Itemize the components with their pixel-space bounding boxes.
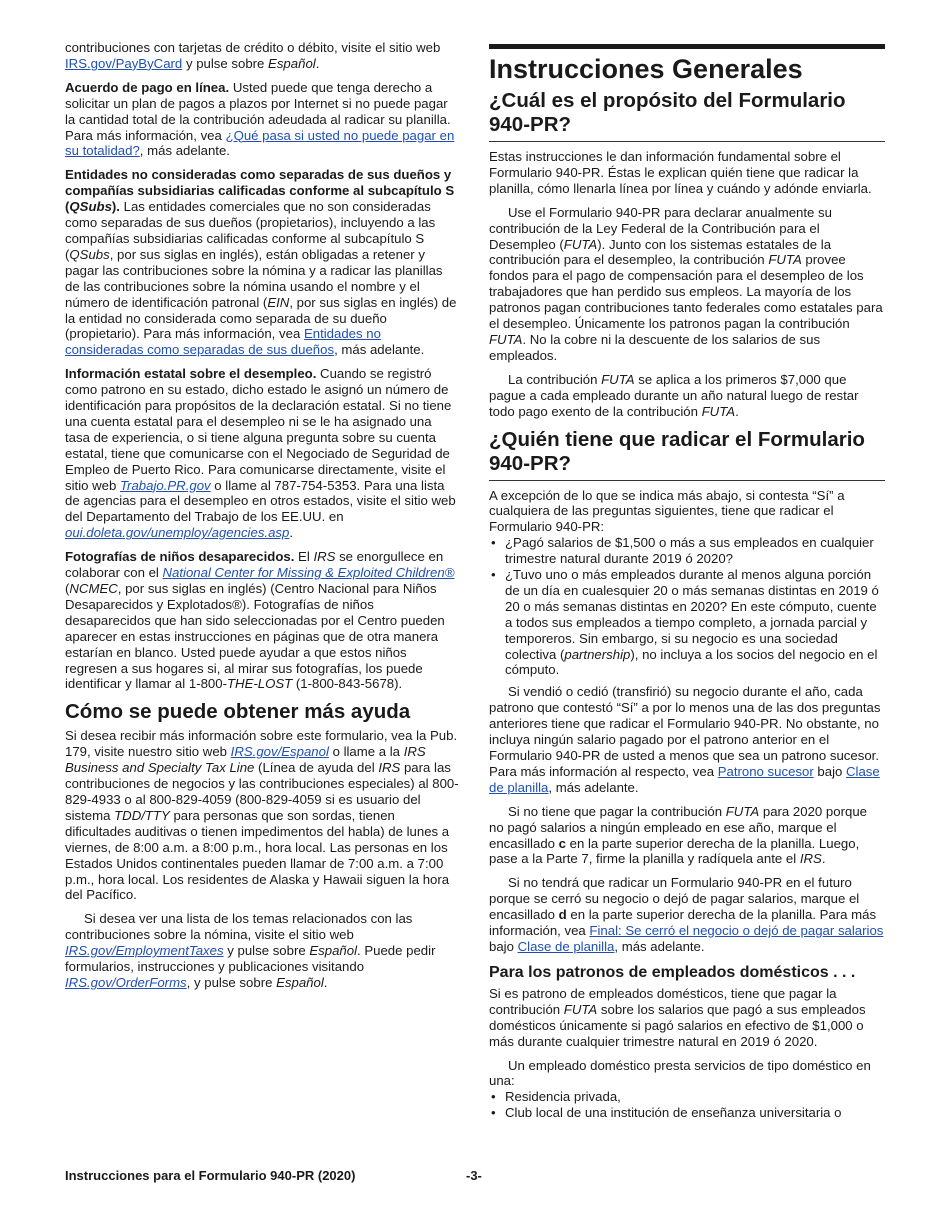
bullet-list-preguntas bbox=[489, 535, 885, 678]
paragraph-temas-nomina: Si desea ver una lista de los temas relacionados con las contribuciones sobre la nómina, visite el sitio web IRS.gov/EmploymentTaxes y pulse sobre Español. Puede pedir formularios, instrucciones y publicaciones visitando IRS.gov/OrderForms, y pulse sobre Español. bbox=[65, 911, 436, 990]
paragraph-mas-ayuda: Si desea recibir más información sobre este formulario, vea la Pub. 179, visite nuestro sitio web IRS.gov/Espanol o llame a la IRS Business and Specialty Tax Line (Línea de ayuda del IRS para las contribuciones de negocios y las contribuciones especiales) al 800-829-4933 o al 800-829-4059 (800-829-4059 si es usuario del sistema TDD/TTY para personas que son sordas, tienen dificultades auditivas o tienen impedimentos del habla) de lunes a viernes, de 8:00 a.m. a 8:00 p.m., hora local. Las personas en los Estados Unidos continentales pueden llamar de 7:00 a.m. a 7:00 p.m., hora local. Los residentes de Alaska y Hawaii siguen la hora del Pacífico. bbox=[65, 728, 459, 903]
paragraph-futa: Use el Formulario 940-PR para declarar anualmente su contribución de la Ley Federal de la Contribución para el Desempleo (FUTA). Junto con los sistemas estatales de la contribución para el desempleo, la contribución FUTA provee fondos para el pago de compensación para el desempleo de los trabajadores que han perdido sus empleos. La mayoría de los patronos pagan contribuciones tanto federales como estatales para el desempleo. Únicamente los patronos pagan la contribución FUTA. No la cobre ni la descuente de los salarios de sus empleados. bbox=[489, 204, 883, 363]
link-doleta[interactable]: oui.doleta.gov/unemploy/agencies.asp bbox=[65, 525, 290, 541]
link-clase-planilla[interactable]: Clase de planilla bbox=[489, 763, 880, 795]
footer-title: Instrucciones para el Formulario 940-PR (2020) bbox=[65, 1168, 356, 1183]
heading-empleados-domesticos: Para los patronos de empleados domésticos . . . bbox=[489, 963, 856, 981]
left-column bbox=[65, 40, 459, 999]
list-item: • ¿Tuvo uno o más empleados durante al menos alguna porción de un día en cualesquier 20 o más semanas distintas en 2019 ó 20 o más semanas distintas en 2020? En este cómputo, cuente a todos sus empleados a tiempo completo, a jornada parcial y temporeros. Sin embargo, si su negocio es una sociedad colectiva (partnership), no incluya a los socios del negocio en el cómputo. bbox=[489, 567, 885, 678]
paragraph-quien-intro: A excepción de lo que se indica más abajo, si contesta “Sí” a cualquiera de las preguntas siguientes, tiene que radicar el Formulario 940-PR: bbox=[489, 487, 845, 535]
link-order-forms[interactable]: IRS.gov/OrderForms bbox=[65, 974, 187, 990]
link-irs-espanol[interactable]: IRS.gov/Espanol bbox=[230, 744, 329, 760]
page-number: -3- bbox=[466, 1168, 482, 1183]
link-employment-taxes[interactable]: IRS.gov/EmploymentTaxes bbox=[65, 943, 224, 959]
link-ncmec[interactable]: National Center for Missing & Exploited Children® bbox=[162, 565, 455, 581]
link-trabajo-pr[interactable]: Trabajo.PR.gov bbox=[119, 477, 211, 493]
list-item: • Residencia privada, bbox=[489, 1089, 885, 1105]
list-item: • ¿Pagó salarios de $1,500 o más a sus empleados en cualquier trimestre natural durante 2019 ó 2020? bbox=[489, 535, 885, 567]
link-paybycard[interactable]: IRS.gov/PayByCard bbox=[65, 55, 183, 71]
heading-instrucciones-generales: Instrucciones Generales bbox=[489, 54, 803, 84]
paragraph-empleado-domestico: Un empleado doméstico presta servicios de tipo doméstico en una: bbox=[489, 1057, 871, 1089]
paragraph-domesticos: Si es patrono de empleados domésticos, tiene que pagar la contribución FUTA sobre los salarios que pagó a sus empleados domésticos únicamente si pagó salarios en efectivo de $1,000 o más durante cualquier trimestre natural en 2019 ó 2020. bbox=[489, 985, 866, 1049]
run-in-heading: Acuerdo de pago en línea. bbox=[65, 79, 230, 95]
paragraph-vendio-negocio: Si vendió o cedió (transfirió) su negocio durante el año, cada patrono que contestó “Sí” a por lo menos una de las dos preguntas anteriores tiene que radicar el Formulario 940-PR. No obstante, no incluya ningún salario pagado por el patrono anterior en el Formulario 940-PR de usted a menos que sea un patrono sucesor. Para más información al respecto, vea Patrono sucesor bajo Clase de planilla, más adelante. bbox=[489, 684, 881, 795]
heading-rule bbox=[489, 44, 885, 49]
paragraph-acuerdo-pago: Acuerdo de pago en línea. Usted puede que tenga derecho a solicitar un plan de pagos a plazos por Internet si no puede pagar la cantidad total de la contribución adeudada al radicar su planilla. Para más información, vea ¿Qué pasa si usted no puede pagar en su totalidad?, más adelante. bbox=[65, 79, 455, 159]
paragraph-no-radicara-futuro: Si no tendrá que radicar un Formulario 940-PR en el futuro porque se cerró su negocio o dejó de pagar salarios, marque el encasillado d en la parte superior derecha de la planilla. Para más información, vea Final: Se cerró el negocio o dejó de pagar salarios bajo Clase de planilla, más adelante. bbox=[489, 875, 884, 954]
paragraph-paybycard: contribuciones con tarjetas de crédito o débito, visite el sitio web IRS.gov/PayByCard y pulse sobre Español. bbox=[65, 40, 441, 71]
paragraph-ninos-desaparecidos: Fotografías de niños desaparecidos. El IRS se enorgullece en colaborar con el National Center for Missing & Exploited Children® (NCMEC, por sus siglas en inglés) (Centro Nacional para Niños Desaparecidos y Explotados®). Fotografías de niños desaparecidos que han sido seleccionadas por el Centro pueden aparecer en estas instrucciones en páginas que de otra manera estarían en blanco. Usted puede ayudar a que estos niños regresen a sus hogares si, al mirar sus fotografías, los puede identificar y llamar al 1-800-THE-LOST (1-800-843-5678). bbox=[65, 549, 455, 692]
run-in-heading: Información estatal sobre el desempleo. bbox=[65, 366, 317, 382]
paragraph-proposito-intro: Estas instrucciones le dan información fundamental sobre el Formulario 940-PR. Éstas le explican quién tiene que radicar la planilla, cómo llenarla línea por línea y cuándo y adónde enviarla. bbox=[489, 149, 872, 196]
run-in-heading: Entidades no consideradas como separadas de sus dueños y compañías subsidiarias calificadas conforme al subcapítulo S (QSubs). bbox=[65, 167, 455, 215]
heading-quien-radica: ¿Quién tiene que radicar el Formulario 940-PR? bbox=[489, 428, 885, 481]
list-item: • Club local de una institución de enseñanza universitaria o bbox=[489, 1105, 885, 1121]
link-no-puede-pagar[interactable]: ¿Qué pasa si usted no puede pagar en su totalidad? bbox=[65, 127, 455, 159]
link-clase-planilla[interactable]: Clase de planilla bbox=[517, 938, 615, 954]
run-in-heading: Fotografías de niños desaparecidos. bbox=[65, 549, 295, 565]
heading-proposito: ¿Cuál es el propósito del Formulario 940-PR? bbox=[489, 89, 885, 142]
paragraph-futa-7000: La contribución FUTA se aplica a los primeros $7,000 que pague a cada empleado durante un año natural luego de restar todo pago exento de la contribución FUTA. bbox=[489, 371, 859, 419]
paragraph-entidades: Entidades no consideradas como separadas de sus dueños y compañías subsidiarias calificadas conforme al subcapítulo S (QSubs). Las entidades comerciales que no son consideradas como separadas de sus dueños (propietarios), incluyendo a las compañías subsidiarias calificadas conforme al subcapítulo S (QSubs, por sus siglas en inglés), están obligadas a retener y pagar las contribuciones sobre la nómina y a radicar las planillas de las contribuciones sobre la nómina usando el nombre y el número de identificación patronal (EIN, por sus siglas en inglés) de la entidad no considerada como separada de su dueño (propietario). Para más información, vea Entidades no consideradas como separadas de sus dueños, más adelante. bbox=[65, 167, 457, 358]
link-entidades[interactable]: Entidades no consideradas como separadas de sus dueños bbox=[65, 326, 381, 358]
heading-mas-ayuda: Cómo se puede obtener más ayuda bbox=[65, 700, 411, 724]
right-column bbox=[489, 40, 885, 1127]
bullet-list-residencias bbox=[489, 1089, 885, 1121]
paragraph-info-estatal: Información estatal sobre el desempleo. Cuando se registró como patrono en su estado, dicho estado le asignó un número de identificación para propósitos de la declaración estatal. Si no tiene una cuenta estatal para el desempleo ni se le ha asignado una tasa de experiencia, o si tiene alguna pregunta sobre su cuenta estatal, tiene que comunicarse con el Negociado de Seguridad de Empleo de Puerto Rico. Para comunicarse directamente, visite el sitio web Trabajo.PR.gov o llame al 787-754-5353. Para una lista de agencias para el desempleo en otros estados, visite el sitio web del Departamento del Trabajo de los EE.UU. en oui.doleta.gov/unemploy/agencies.asp. bbox=[65, 366, 456, 541]
paragraph-no-pagar-futa: Si no tiene que pagar la contribución FUTA para 2020 porque no pagó salarios a ningún empleado en ese año, marque el encasillado c en la parte superior derecha de la planilla. Luego, pase a la Parte 7, firme la planilla y radíquela ante el IRS. bbox=[489, 803, 867, 867]
link-patrono-sucesor[interactable]: Patrono sucesor bbox=[717, 763, 814, 779]
link-final-cerro-negocio[interactable]: Final: Se cerró el negocio o dejó de pagar salarios bbox=[589, 923, 884, 939]
